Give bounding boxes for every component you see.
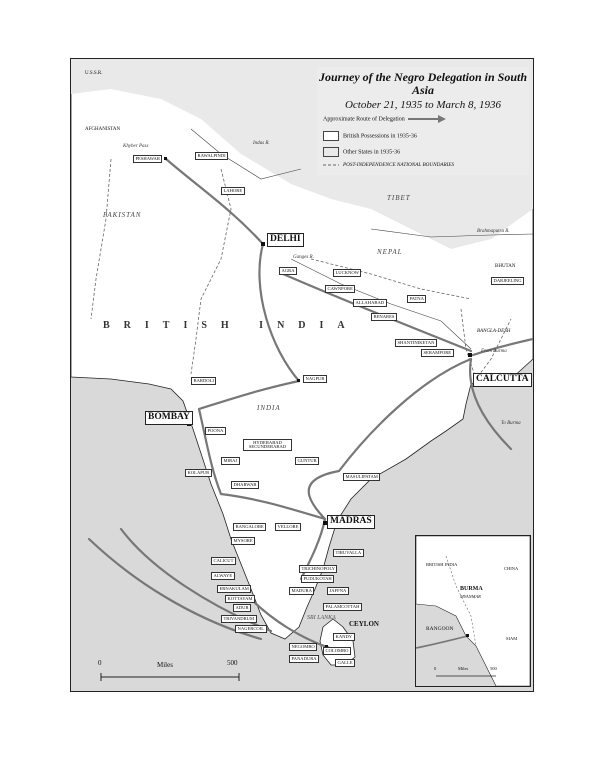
region-british-india: BRITISH INDIA	[103, 320, 359, 331]
dot-peshawar	[164, 157, 167, 160]
city-tiruvalla: TIRUVALLA	[333, 549, 364, 557]
from-burma-label: From Burma	[481, 349, 507, 354]
city-nagpur: NAGPUR	[303, 375, 327, 383]
legend-title: Journey of the Negro Delegation in South Asia	[318, 70, 528, 97]
inset-myanmar: MYANMAR	[460, 594, 481, 599]
city-mysore: MYSORE	[231, 537, 255, 545]
city-miraj: MIRAJ	[221, 457, 240, 465]
legend-other	[323, 147, 400, 157]
city-bardoli: BARDOLI	[191, 377, 216, 385]
city-panadura: PANADURA	[289, 655, 319, 663]
inset-british-india: BRITISH INDIA	[426, 562, 458, 567]
inset-rangoon-dot	[466, 634, 469, 637]
city-dharwar: DHARWAR	[231, 481, 259, 489]
british-swatch-icon	[323, 131, 339, 141]
region-sri-lanka: SRI LANKA	[307, 615, 336, 621]
region-india: INDIA	[257, 404, 281, 412]
legend-british-label: British Possessions in 1935-36	[343, 133, 417, 140]
legend-boundaries-label: POST-INDEPENDENCE NATIONAL BOUNDARIES	[343, 162, 455, 168]
inset-scale-start: 0	[434, 666, 437, 671]
city-trivandrum: TRIVANDRUM	[221, 615, 257, 623]
city-bangalore: BANGALORE	[233, 523, 266, 531]
city-allahabad: ALLAHABAD	[353, 299, 387, 307]
scale-label: Miles	[157, 661, 173, 669]
city-palamcottah: PALAMCOTTAH	[323, 603, 362, 611]
indus-river-label: Indus R.	[253, 141, 270, 146]
city-masulipatam: MASULIPATAM	[343, 473, 380, 481]
inset-siam: SIAM	[506, 636, 518, 641]
city-kandy: KANDY	[333, 633, 355, 641]
city-shantiniketan: SHANTINIKETAN	[395, 339, 437, 347]
legend-route	[323, 115, 446, 123]
region-bangladesh: BANGLA-DESH	[477, 329, 511, 334]
inset-burma: BURMA	[460, 586, 483, 592]
city-lahore: LAHORE	[221, 187, 245, 195]
city-calcutta: CALCUTTA	[473, 373, 532, 387]
inset-scale-end: 500	[490, 666, 497, 671]
city-agra: AGRA	[279, 267, 297, 275]
city-calicut: CALICUT	[211, 557, 236, 565]
city-peshawar: PESHAWAR	[133, 155, 162, 163]
city-jaffna: JAFFNA	[327, 587, 349, 595]
legend-boundaries	[323, 162, 454, 168]
inset-rangoon: RANGOON	[426, 626, 454, 632]
city-madura: MADURA	[289, 587, 314, 595]
dot-delhi	[261, 242, 265, 246]
dot-nagpur	[297, 379, 300, 382]
route-arrow-icon	[406, 115, 446, 123]
to-burma-label: To Burma	[501, 421, 521, 426]
city-darjeeling: DARJEELING	[491, 277, 524, 285]
city-alwaye: ALWAYE	[211, 572, 235, 580]
map-legend	[317, 67, 529, 175]
city-guntur: GUNTUR	[295, 457, 319, 465]
city-benares: BENARES	[371, 313, 397, 321]
city-patna: PATNA	[407, 295, 426, 303]
region-tibet: TIBET	[387, 194, 411, 202]
legend-british	[323, 131, 417, 141]
legend-other-label: Other States in 1935-36	[343, 149, 401, 156]
city-delhi: DELHI	[267, 233, 304, 247]
inset-route	[416, 636, 468, 648]
city-trichinopoly: TRICHINOPOLY	[299, 565, 337, 573]
city-ernakulam: ERNAKULAM	[217, 585, 251, 593]
city-kottayam: KOTTAYAM	[225, 595, 255, 603]
ganges-river-label: Ganges R.	[293, 255, 314, 260]
inset-scale-label: Miles	[458, 666, 469, 671]
city-rawalpindi: RAWALPINDI	[195, 152, 228, 160]
city-galle: GALLE	[335, 659, 355, 667]
inset-china: CHINA	[504, 566, 519, 571]
burma-inset-map	[415, 535, 531, 687]
map-frame	[70, 58, 534, 692]
khyber-pass-label: Khyber Pass	[123, 144, 149, 149]
region-afghanistan: AFGHANISTAN	[85, 127, 121, 132]
other-swatch-icon	[323, 147, 339, 157]
brahmaputra-river-label: Brahmaputra R.	[477, 229, 510, 234]
legend-dates: October 21, 1935 to March 8, 1936	[344, 99, 502, 111]
city-nagercoil: NAGERCOIL	[235, 625, 267, 633]
dashed-line-icon	[323, 163, 339, 167]
scale-bar	[101, 673, 239, 681]
city-serampore: SERAMPORE	[421, 349, 454, 357]
legend-route-label: Approximate Route of Delegation	[323, 116, 405, 123]
region-ussr: U.S.S.R.	[85, 71, 103, 76]
city-colombo: COLOMBO	[323, 647, 351, 655]
city-kolapur: KOLAPUR	[185, 469, 212, 477]
dot-calcutta	[468, 353, 472, 357]
city-adur: ADUR	[233, 604, 251, 612]
city-madras: MADRAS	[327, 515, 375, 529]
scale-end: 500	[227, 659, 238, 667]
city-vellore: VELLORE	[275, 523, 301, 531]
city-lucknow: LUCKNOW	[333, 269, 361, 277]
inset-land	[416, 536, 530, 686]
city-bombay: BOMBAY	[145, 411, 193, 425]
city-negombo: NEGOMBO	[289, 643, 317, 651]
inset-canvas	[416, 536, 530, 686]
region-pakistan: PAKISTAN	[103, 211, 142, 219]
city-ceylon: CEYLON	[349, 620, 379, 628]
city-cawnpore: CAWNPORE	[325, 285, 355, 293]
region-nepal: NEPAL	[377, 248, 403, 256]
city-pudukotah: PUDUKOTAH	[301, 575, 334, 583]
scale-start: 0	[98, 659, 102, 667]
city-poona: POONA	[205, 427, 226, 435]
region-bhutan: BHUTAN	[495, 264, 516, 269]
city-hyderabad: HYDERABAD SECUNDERABAD	[243, 439, 292, 451]
